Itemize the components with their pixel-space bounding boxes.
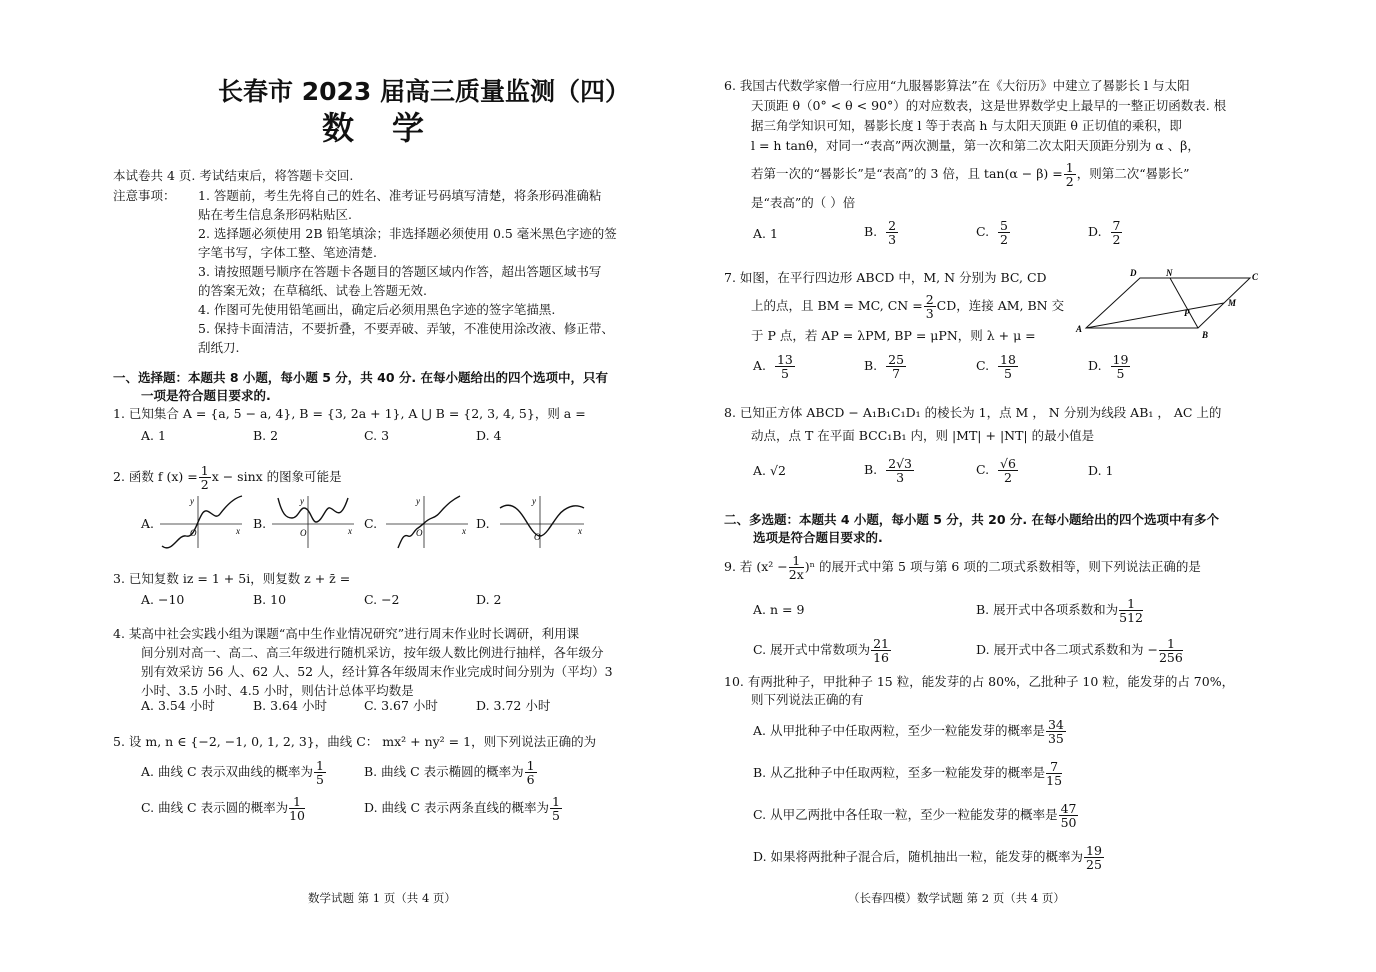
graph-c: [382, 494, 470, 552]
fraction: [289, 795, 305, 822]
option-a[interactable]: A. 1: [753, 226, 778, 241]
option-label: D.: [1088, 224, 1102, 239]
stem-text: 上的点，且 BM = MC, CN =: [751, 298, 923, 313]
numerator: 2: [925, 291, 934, 307]
option-d[interactable]: [753, 838, 1105, 876]
fraction: [525, 759, 537, 786]
exam-title: 长春市 2023 届高三质量监测（四）: [218, 77, 630, 106]
option-b[interactable]: B.: [253, 516, 267, 531]
option-d[interactable]: [976, 632, 1184, 668]
question-stem-line: 别有效采访 56 人、62 人、52 人，经计算各年级周末作业完成时间分别为（平均）3: [141, 664, 613, 679]
fraction: [1064, 161, 1076, 188]
axis-label-y: y: [190, 496, 194, 506]
numerator: 25: [888, 351, 905, 367]
fraction: [998, 353, 1018, 380]
origin-label: O: [190, 528, 197, 538]
option-b[interactable]: [864, 214, 899, 250]
numerator: 1: [1159, 637, 1183, 651]
denominator: 5: [316, 772, 324, 787]
denominator: 15: [1046, 773, 1063, 788]
graph-d: [496, 494, 586, 552]
denominator: 5: [552, 808, 560, 823]
denominator: 2x: [788, 567, 804, 582]
point-label-p: P: [1184, 308, 1190, 318]
option-label: C.: [976, 462, 990, 477]
option-text: B. 从乙批种子中任取两粒，至多一粒能发芽的概率是: [753, 765, 1046, 780]
fraction: [1111, 219, 1123, 246]
denominator: 256: [1158, 650, 1183, 665]
numerator: 1: [200, 463, 209, 478]
denominator: 2: [1065, 174, 1074, 189]
axis-label-x: x: [236, 526, 240, 536]
stem-text: )ⁿ 的展开式中第 5 项与第 6 项的二项式系数相等，则下列说法正确的是: [804, 559, 1201, 574]
option-a[interactable]: A. 3.54 小时: [141, 698, 215, 713]
numerator: 1: [789, 554, 804, 568]
option-text: A. 从甲批种子中任取两粒，至少一粒能发芽的概率是: [753, 723, 1045, 738]
stem-text: ，则第二次“晷影长”: [1076, 166, 1190, 181]
numerator: 1: [552, 793, 560, 809]
section-2-heading: 二、多选题：本题共 4 小题，每小题 5 分，共 20 分. 在每小题给出的四个选项中有多个: [724, 512, 1220, 527]
question-stem-line: 8. 已知正方体 ABCD − A₁B₁C₁D₁ 的棱长为 1，点 M ， N 分别为线段 AB₁ ， AC 上的: [724, 405, 1222, 420]
option-d[interactable]: [1088, 214, 1123, 250]
option-c[interactable]: [976, 214, 1011, 250]
numerator: 19: [1112, 351, 1129, 367]
question-stem-line: 动点，点 T 在平面 BCC₁B₁ 内，则 |MT| + |NT| 的最小值是: [751, 428, 1095, 443]
numerator: 13: [776, 351, 793, 367]
subject-title: 数学: [322, 109, 463, 147]
stem-text: 9. 若 (x² −: [724, 559, 788, 574]
option-text: C. 展开式中常数项为: [753, 642, 871, 657]
question-stem-line: 10. 有两批种子，甲批种子 15 粒，能发芽的占 80%，乙批种子 10 粒，能发芽的占 70%，: [724, 674, 1235, 689]
option-a[interactable]: [753, 712, 1067, 750]
fraction: [871, 637, 891, 664]
fraction: [1119, 597, 1143, 624]
option-text: B. 展开式中各项系数和为: [976, 602, 1119, 617]
question-stem-line: 4. 某高中社会实践小组为课题“高中生作业情况研究”进行周末作业时长调研，利用课: [113, 626, 580, 641]
numerator: 2: [888, 217, 897, 233]
option-text: B. 曲线 C 表示椭圆的概率为: [364, 764, 524, 779]
option-b[interactable]: B. 2: [253, 428, 279, 443]
numerator: 7: [1046, 760, 1062, 774]
fraction: [1046, 718, 1066, 745]
numerator: 2√3: [888, 455, 912, 471]
question-stem-line: 是“表高”的（ ）倍: [751, 195, 856, 210]
option-d[interactable]: D. 3.72 小时: [476, 698, 551, 713]
option-c[interactable]: C. 3.67 小时: [364, 698, 438, 713]
denominator: 10: [289, 808, 305, 823]
axis-label-x: x: [462, 526, 466, 536]
question-stem-line: [751, 290, 1064, 322]
option-c[interactable]: C. 3: [364, 428, 390, 443]
option-d[interactable]: D. 1: [1088, 463, 1114, 478]
question-stem: 3. 已知复数 iz = 1 + 5i，则复数 z + z̄ =: [113, 571, 351, 586]
numerator: 1: [526, 757, 535, 773]
notice-item: 4. 作图可先使用铅笔画出，确定后必须用黑色字迹的签字笔描黑.: [198, 302, 556, 317]
option-a[interactable]: A. n = 9: [753, 602, 805, 617]
fraction: [1046, 760, 1062, 787]
question-stem-line: 则下列说法正确的有: [751, 692, 864, 707]
denominator: 50: [1060, 815, 1077, 830]
origin-label: O: [534, 532, 541, 542]
option-d[interactable]: [364, 790, 563, 826]
point-label-b: B: [1202, 330, 1209, 340]
option-b[interactable]: B. 10: [253, 592, 287, 607]
option-text: D. 展开式中各二项式系数和为 −: [976, 642, 1158, 657]
option-label: C.: [976, 358, 990, 373]
denominator: 3: [925, 306, 934, 321]
notice-item: 字笔书写，字体工整、笔迹清楚.: [198, 245, 377, 260]
option-label: B.: [864, 462, 878, 477]
axis-label-x: x: [348, 526, 352, 536]
notice-item: 刮纸刀.: [198, 340, 240, 355]
fraction: [789, 554, 804, 581]
question-stem-line: [751, 158, 1189, 190]
numerator: 1: [1065, 159, 1074, 175]
point-label-c: C: [1252, 272, 1259, 282]
axis-label-y: y: [532, 496, 536, 506]
stem-text: 若第一次的“晷影长”是“表高”的 3 倍，且 tan(α − β) =: [751, 166, 1063, 181]
option-a[interactable]: A. 1: [141, 428, 166, 443]
question-stem: 5. 设 m, n ∈ {−2, −1, 0, 1, 2, 3}，曲线 C： mx² + ny² = 1，则下列说法正确的为: [113, 734, 597, 749]
fraction: [1159, 637, 1183, 664]
option-d[interactable]: D.: [476, 516, 490, 531]
point-label-d: D: [1130, 268, 1137, 278]
point-label-a: A: [1076, 324, 1083, 334]
notice-item: 1. 答题前，考生先将自己的姓名、准考证号码填写清楚，将条形码准确粘: [198, 188, 602, 203]
denominator: 7: [892, 366, 901, 381]
denominator: 5: [780, 366, 789, 381]
denominator: 512: [1119, 610, 1143, 625]
notice-item: 贴在考生信息条形码粘贴区.: [198, 207, 352, 222]
option-label: B.: [864, 224, 878, 239]
question-stem: [113, 464, 342, 491]
denominator: 2: [1112, 232, 1121, 247]
notice-item: 的答案无效；在草稿纸、试卷上答题无效.: [198, 283, 427, 298]
option-d[interactable]: D. 2: [476, 592, 502, 607]
option-b[interactable]: [364, 754, 538, 790]
fraction: [1084, 844, 1104, 871]
question-stem-line: l = h tanθ，对同一“表高”两次测量，第一次和第二次太阳天顶距分别为 α 、β，: [751, 138, 1200, 153]
notice-intro: 本试卷共 4 页. 考试结束后，将答题卡交回.: [113, 168, 354, 183]
option-text: A. 曲线 C 表示双曲线的概率为: [141, 764, 313, 779]
parallelogram-figure: [1074, 266, 1264, 342]
numerator: 1: [316, 757, 324, 773]
numerator: 21: [873, 635, 889, 651]
fraction: [775, 353, 795, 380]
stem-post: x − sinx 的图象可能是: [211, 469, 342, 485]
question-stem-line: 于 P 点，若 AP = λPM, BP = μPN，则 λ + μ =: [751, 328, 1036, 343]
option-d[interactable]: [1088, 348, 1131, 384]
option-c[interactable]: [753, 796, 1079, 834]
fraction: [998, 219, 1010, 246]
section-1-heading-cont: 一项是符合题目要求的.: [141, 388, 271, 403]
fraction: [886, 353, 906, 380]
option-label: C.: [976, 224, 990, 239]
option-a[interactable]: [753, 348, 796, 384]
denominator: 2: [1004, 470, 1012, 485]
denominator: 5: [1116, 366, 1125, 381]
option-b[interactable]: B. 3.64 小时: [253, 698, 327, 713]
fraction: [998, 457, 1018, 484]
footer-right: （长春四模）数学试题 第 2 页（共 4 页）: [848, 891, 1065, 905]
denominator: 5: [1004, 366, 1012, 381]
fraction: [886, 457, 914, 484]
option-b[interactable]: [976, 592, 1144, 628]
stem-text: CD，连接 AM, BN 交: [936, 298, 1065, 313]
option-c[interactable]: C.: [364, 516, 378, 531]
fraction: [886, 219, 898, 246]
footer-left: 数学试题 第 1 页（共 4 页）: [308, 891, 456, 905]
option-c[interactable]: C. −2: [364, 592, 400, 607]
question-stem-line: 6. 我国古代数学家僧一行应用“九服晷影算法”在《大衍历》中建立了晷影长 l 与太阳: [724, 78, 1190, 93]
option-b[interactable]: [864, 452, 915, 488]
fraction: [1059, 802, 1079, 829]
option-text: D. 曲线 C 表示两条直线的概率为: [364, 800, 550, 815]
graph-b: [268, 494, 356, 552]
fraction: [314, 759, 326, 786]
numerator: 18: [1000, 351, 1016, 367]
option-c[interactable]: [976, 452, 1019, 488]
option-text: D. 如果将两批种子混合后，随机抽出一粒，能发芽的概率为: [753, 849, 1084, 864]
question-stem-line: 小时、3.5 小时、4.5 小时，则估计总体平均数是: [141, 683, 414, 698]
option-c[interactable]: [976, 348, 1019, 384]
numerator: 34: [1047, 716, 1064, 732]
question-stem-line: 7. 如图，在平行四边形 ABCD 中，M, N 分别为 BC, CD: [724, 270, 1047, 285]
option-label: D.: [1088, 358, 1102, 373]
denominator: 3: [896, 470, 905, 485]
denominator: 6: [526, 772, 535, 787]
option-c[interactable]: [141, 790, 306, 826]
option-d[interactable]: D. 4: [476, 428, 502, 443]
option-a[interactable]: [141, 754, 327, 790]
section-1-heading: 一、选择题：本题共 8 小题，每小题 5 分，共 40 分. 在每小题给出的四个选项中，只有: [113, 370, 609, 385]
question-stem-line: 天顶距 θ（0° < θ < 90°）的对应数表，这是世界数学史上最早的一整正切函数表. 根: [751, 98, 1227, 113]
numerator: √6: [1000, 455, 1016, 471]
notice-item: 2. 选择题必须使用 2B 铅笔填涂；非选择题必须使用 0.5 毫米黑色字迹的签: [198, 226, 617, 241]
option-label: B.: [864, 358, 878, 373]
origin-label: O: [416, 528, 423, 538]
question-stem-line: 据三角学知识可知，晷影长度 l 等于表高 h 与太阳天顶距 θ 正切值的乘积，即: [751, 118, 1182, 133]
point-label-n: N: [1166, 268, 1173, 278]
question-stem-line: 间分别对高一、高二、高三年级进行随机采访，按年级人数比例进行抽样，各年级分: [141, 645, 604, 660]
fraction: [924, 293, 936, 320]
denominator: 2: [200, 477, 209, 493]
numerator: 47: [1060, 800, 1077, 816]
fraction: [550, 795, 562, 822]
notice-item: 5. 保持卡面清洁，不要折叠，不要弄破、弄皱，不准使用涂改液、修正带、: [198, 321, 614, 336]
axis-label-y: y: [300, 496, 304, 506]
notice-item: 3. 请按照题号顺序在答题卡各题目的答题区域内作答，超出答题区域书写: [198, 264, 602, 279]
option-label: A.: [753, 358, 767, 373]
numerator: 1: [1119, 597, 1143, 611]
option-a[interactable]: A. √2: [753, 463, 786, 478]
origin-label: O: [300, 528, 307, 538]
numerator: 19: [1086, 842, 1102, 858]
option-c[interactable]: [753, 632, 892, 668]
section-2-heading-cont: 选项是符合题目要求的.: [753, 530, 883, 545]
question-stem: [724, 550, 1201, 584]
option-a[interactable]: A.: [141, 516, 155, 531]
numerator: 7: [1112, 217, 1121, 233]
axis-label-x: x: [578, 526, 582, 536]
denominator: 16: [873, 650, 889, 665]
point-label-m: M: [1228, 298, 1237, 308]
fraction: [1111, 353, 1131, 380]
question-stem: 1. 已知集合 A = {a, 5 − a, 4}, B = {3, 2a + 1}, A ⋃ B = {2, 3, 4, 5}，则 a =: [113, 406, 586, 421]
denominator: 3: [888, 232, 897, 247]
denominator: 2: [1000, 232, 1008, 247]
denominator: 25: [1086, 857, 1102, 872]
numerator: 5: [1000, 217, 1008, 233]
graph-a: [156, 494, 244, 552]
denominator: 35: [1047, 731, 1064, 746]
option-a[interactable]: A. −10: [141, 592, 185, 607]
axis-label-y: y: [416, 496, 420, 506]
fraction: [199, 464, 211, 491]
notice-label: 注意事项：: [113, 188, 176, 203]
option-b[interactable]: [864, 348, 907, 384]
option-text: C. 从甲乙两批中各任取一粒，至少一粒能发芽的概率是: [753, 807, 1058, 822]
option-text: C. 曲线 C 表示圆的概率为: [141, 800, 289, 815]
option-b[interactable]: [753, 754, 1063, 792]
numerator: 1: [289, 795, 305, 809]
stem-pre: 2. 函数 f (x) =: [113, 469, 198, 485]
